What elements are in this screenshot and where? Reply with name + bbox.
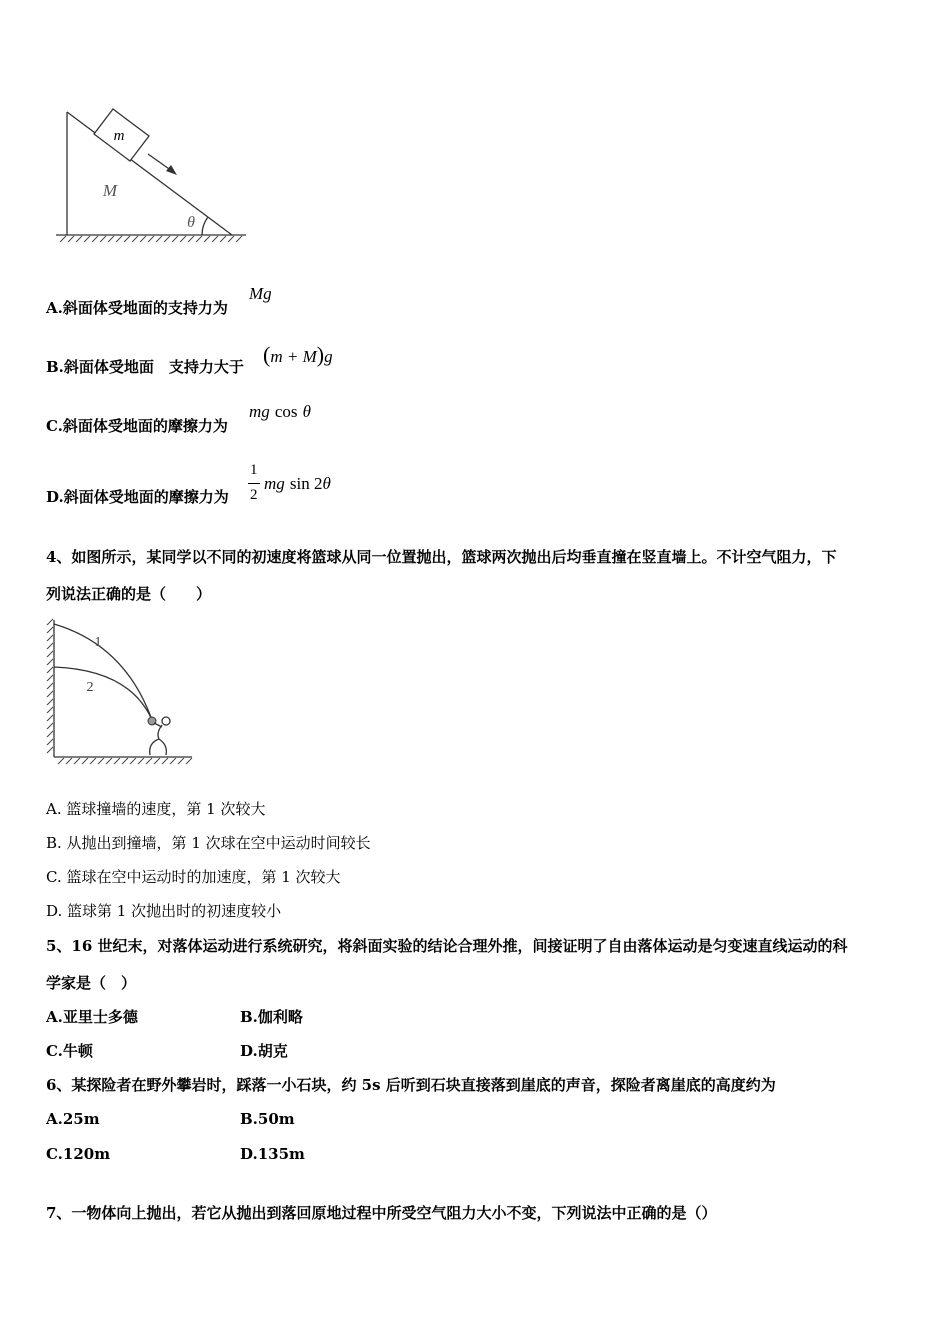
paren-left: ( [263, 342, 271, 367]
arrow-icon [148, 154, 177, 175]
q3-option-d [46, 487, 229, 507]
block [94, 109, 149, 161]
math-mg: mg [264, 474, 285, 493]
math-fn: cos [274, 402, 298, 421]
option-text: A.斜面体受地面的支持力为 [46, 299, 228, 317]
q3-option-a [46, 298, 228, 318]
block-label: m [113, 128, 125, 144]
q6-option-a: A.25m [46, 1110, 100, 1128]
math-arg: θ [322, 474, 331, 493]
q4-option-b: B. 从抛出到撞墙，第 1 次球在空中运动时间较长 [46, 834, 371, 852]
curve-2-label: 2 [86, 680, 94, 695]
math-arg: θ [302, 402, 311, 421]
q6-option-b: B.50m [240, 1110, 295, 1128]
angle-label: θ [187, 214, 195, 231]
q5-option-c: C.牛顿 [46, 1042, 93, 1060]
option-text: C.斜面体受地面的摩擦力为 [46, 417, 228, 435]
q6-option-d: D.135m [240, 1145, 305, 1163]
math-inner: m + M [270, 347, 317, 366]
math-mg: mg [249, 402, 270, 421]
q6-stem: 6、某探险者在野外攀岩时，踩落一小石块，约 5s 后听到石块直接落到崖底的声音，探险者离崖底的高度约为 [46, 1076, 776, 1094]
curve-1-label: 1 [94, 635, 102, 650]
incline-figure [50, 100, 260, 250]
q3-option-d-math [264, 474, 331, 494]
q3-option-b [46, 357, 244, 377]
basketball-figure [40, 615, 200, 770]
q5-option-d: D.胡克 [240, 1042, 288, 1060]
q4-stem-line1: 4、如图所示，某同学以不同的初速度将篮球从同一位置抛出，篮球两次抛出后均垂直撞在竖直墙上。不计空气阻力，下 [46, 548, 837, 566]
q3-option-c-math [249, 402, 311, 422]
trajectory-1 [54, 624, 152, 720]
q3-option-a-math: Mg [249, 284, 272, 303]
option-text: B.斜面体受地面 支持力大于 [46, 358, 244, 376]
q4-option-a: A. 篮球撞墙的速度，第 1 次较大 [46, 800, 266, 818]
q3-option-b-math [263, 342, 333, 368]
q5-stem-line1: 5、16 世纪末，对落体运动进行系统研究，将斜面实验的结论合理外推，间接证明了自由落体运动是匀变速直线运动的科 [46, 937, 848, 955]
q7-stem: 7、一物体向上抛出，若它从抛出到落回原地过程中所受空气阻力大小不变，下列说法中正确的是（） [46, 1204, 717, 1222]
q5-stem-line2: 学家是（ ） [46, 974, 137, 992]
paren-right: ) [316, 342, 325, 367]
body-label: M [102, 181, 118, 200]
q4-stem-line2: 列说法正确的是（ ） [46, 585, 212, 603]
q5-option-a: A.亚里士多德 [46, 1008, 138, 1026]
q4-option-c: C. 篮球在空中运动时的加速度，第 1 次较大 [46, 868, 341, 886]
fraction-bar [248, 483, 260, 484]
math-g: g [324, 347, 333, 366]
trajectory-2 [54, 667, 152, 720]
q4-option-d: D. 篮球第 1 次抛出时的初速度较小 [46, 902, 282, 920]
q3-option-d-frac-num: 1 [250, 462, 258, 478]
q3-option-d-frac-den: 2 [250, 487, 258, 503]
q3-option-c [46, 416, 228, 436]
q5-option-b: B.伽利略 [240, 1008, 303, 1026]
q6-option-c: C.120m [46, 1145, 111, 1163]
option-text: D.斜面体受地面的摩擦力为 [46, 488, 229, 506]
math-fn: sin 2 [289, 474, 323, 493]
